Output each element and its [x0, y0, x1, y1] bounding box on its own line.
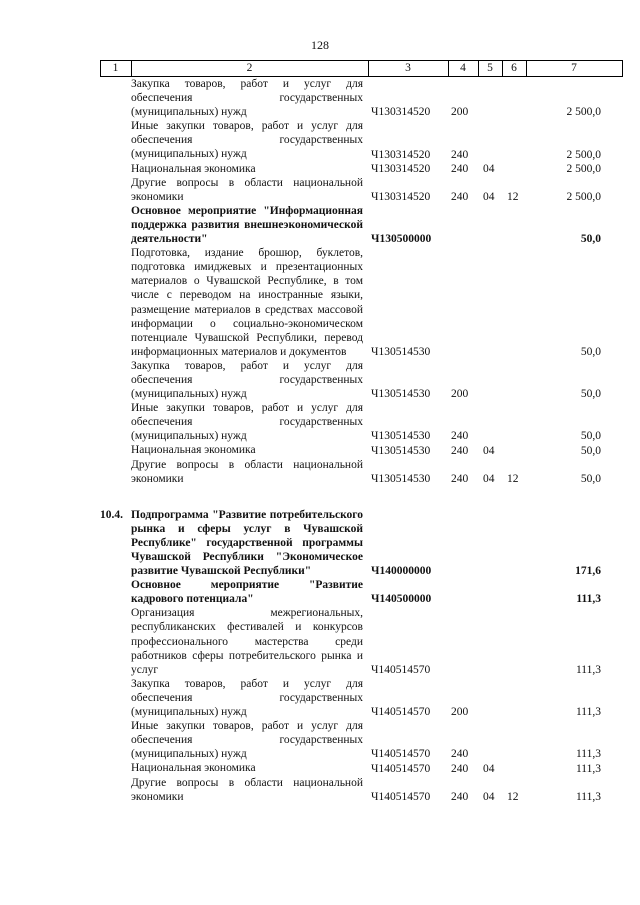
amount: 50,0: [580, 388, 601, 401]
row-name: Другие вопросы в области национальной экономики: [131, 776, 363, 803]
section: 04: [483, 472, 495, 485]
header-col-3: 3: [405, 62, 411, 74]
target-article-code: Ч130514530: [371, 472, 431, 485]
row-name: Закупка товаров, работ и услуг для обеспечения государственных (муниципальных) нужд: [131, 78, 363, 119]
section: 04: [483, 162, 495, 175]
amount: 111,3: [575, 762, 601, 775]
amount: 111,3: [575, 706, 601, 719]
target-article-code: Ч130500000: [371, 233, 432, 246]
amount: 111,3: [576, 593, 601, 606]
row-name: Закупка товаров, работ и услуг для обеспечения государственных (муниципальных) нужд: [131, 359, 363, 401]
section: 04: [483, 762, 495, 775]
row-spacer: [100, 486, 623, 508]
amount: 50,0: [580, 472, 601, 485]
page-number: 128: [311, 38, 329, 52]
table-row: [100, 119, 623, 161]
table-row: [100, 359, 623, 401]
table-row: [100, 776, 623, 804]
amount: 171,6: [575, 565, 601, 578]
row-name: Иные закупки товаров, работ и услуг для обеспечения государственных (муниципальных) нужд: [131, 402, 363, 443]
target-article-code: Ч130314520: [371, 162, 431, 175]
expense-type: 240: [451, 162, 469, 175]
table-row: [100, 719, 623, 761]
row-name: Национальная экономика: [131, 162, 256, 175]
table-row: [100, 176, 623, 204]
header-col-7: 7: [571, 62, 577, 74]
target-article-code: Ч140514570: [371, 663, 431, 676]
amount: 111,3: [575, 748, 601, 761]
target-article-code: Ч140514570: [371, 790, 431, 803]
target-article-code: Ч130514530: [371, 345, 431, 358]
table-header: [100, 60, 623, 77]
target-article-code: Ч140514570: [371, 706, 431, 719]
row-name: Национальная экономика: [131, 762, 256, 775]
table-row: [100, 508, 623, 578]
expense-type: 240: [451, 148, 469, 161]
expense-type: 240: [451, 790, 469, 803]
target-article-code: Ч130314520: [371, 190, 431, 203]
header-col-2: 2: [246, 62, 253, 74]
amount: 50,0: [580, 430, 601, 443]
target-article-code: Ч130514530: [371, 430, 431, 443]
header-col-5: 5: [487, 62, 493, 74]
expense-type: 200: [451, 706, 469, 719]
target-article-code: Ч130514530: [371, 388, 431, 401]
table-row: [100, 761, 623, 775]
table-row: [100, 443, 623, 457]
row-name: Подготовка, издание брошюр, буклетов, подготовка имиджевых и презентационных материалов о Чувашской Республике, в том числе с переводом на иностранные языки, размещение материалов в средствах массовой информации о социально-экономическом потенциале Чувашской Республики, перевод информационных материалов и документов: [131, 247, 363, 358]
expense-type: 240: [451, 748, 469, 761]
amount: 111,3: [575, 663, 601, 676]
amount: 50,0: [580, 444, 601, 457]
row-number: 10.4.: [100, 508, 123, 521]
expense-type: 200: [451, 388, 469, 401]
target-article-code: Ч140514570: [371, 748, 431, 761]
row-name: Иные закупки товаров, работ и услуг для обеспечения государственных (муниципальных) нужд: [131, 120, 363, 161]
expense-type: 240: [451, 472, 469, 485]
amount: 111,3: [575, 790, 601, 803]
row-name: Закупка товаров, работ и услуг для обеспечения государственных (муниципальных) нужд: [131, 677, 363, 719]
target-article-code: Ч130514530: [371, 444, 431, 457]
table-row: [100, 578, 623, 606]
table-row: [100, 162, 623, 176]
budget-table: [100, 60, 623, 804]
amount: 2 500,0: [566, 106, 601, 119]
row-name: Подпрограмма "Развитие потребительского рынка и сферы услуг в Чувашской Республике" государственной программы Чувашской Республики "Экономическое развитие Чувашской Республики": [131, 508, 363, 578]
header-col-1: 1: [112, 62, 119, 74]
expense-type: 240: [451, 430, 469, 443]
table-row: [100, 677, 623, 719]
section: 04: [483, 790, 495, 803]
table-row: [100, 246, 623, 359]
target-article-code: Ч130314520: [371, 106, 431, 119]
row-name: Другие вопросы в области национальной экономики: [131, 176, 363, 203]
table-row: [100, 204, 623, 246]
table-row: [100, 401, 623, 443]
amount: 2 500,0: [566, 148, 601, 161]
row-name: Основное мероприятие "Развитие кадрового потенциала": [131, 579, 363, 606]
expense-type: 240: [451, 444, 469, 457]
expense-type: 240: [451, 190, 469, 203]
header-col-6: 6: [511, 62, 517, 74]
table-row: [100, 458, 623, 486]
header-col-4: 4: [460, 62, 466, 74]
amount: 50,0: [580, 345, 601, 358]
subsection: 12: [507, 190, 519, 203]
expense-type: 200: [451, 106, 469, 119]
row-name: Основное мероприятие "Информационная поддержка развития внешнеэкономической деятельности": [131, 204, 363, 246]
row-name: Национальная экономика: [131, 444, 256, 457]
amount: 2 500,0: [566, 190, 601, 203]
section: 04: [483, 190, 495, 203]
section: 04: [483, 444, 495, 457]
subsection: 12: [507, 472, 519, 485]
target-article-code: Ч140500000: [371, 593, 432, 606]
table-row: [100, 606, 623, 676]
amount: 2 500,0: [566, 162, 601, 175]
row-name: Другие вопросы в области национальной экономики: [131, 458, 363, 485]
table-row: [100, 77, 623, 119]
expense-type: 240: [451, 762, 469, 775]
table-body: [100, 77, 623, 804]
row-name: Иные закупки товаров, работ и услуг для обеспечения государственных (муниципальных) нужд: [131, 720, 363, 761]
amount: 50,0: [580, 233, 601, 246]
target-article-code: Ч130314520: [371, 148, 431, 161]
target-article-code: Ч140000000: [371, 565, 432, 578]
subsection: 12: [507, 790, 519, 803]
target-article-code: Ч140514570: [371, 762, 431, 775]
row-name: Организация межрегиональных, республиканских фестивалей и конкурсов профессионального мастерства среди работников сферы потребительского рынка и услуг: [131, 607, 363, 676]
